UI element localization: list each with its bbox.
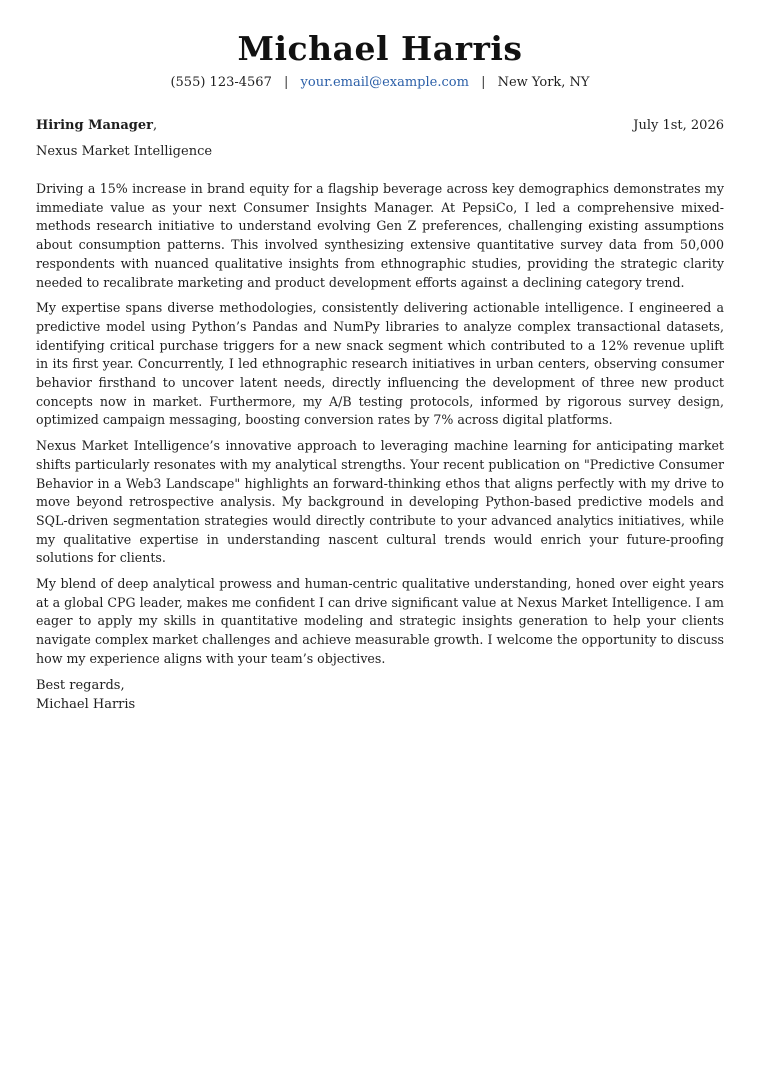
recipient-line xyxy=(36,117,157,135)
recipient-name: Hiring Manager xyxy=(36,118,153,133)
letter-closing xyxy=(36,676,724,714)
closing-salutation: Best regards, xyxy=(36,677,125,693)
letter-body xyxy=(36,180,724,669)
closing-signature: Michael Harris xyxy=(36,696,136,712)
applicant-name: Michael Harris xyxy=(237,29,523,68)
body-paragraph: My expertise spans diverse methodologies, consistently delivering actionable intelligence. I engineered a predictive model using Python’s Pandas and NumPy libraries to analyze complex transactional datasets, identifying critical purchase triggers for a new snack segment which contributed to a 12% revenue uplift in its first year. Concurrently, I led ethnographic research initiatives in urban centers, observing consumer behavior firsthand to uncover latent needs, directly influencing the development of three new product concepts now in market. Furthermore, my A/B testing protocols, informed by rigorous survey design, optimized campaign messaging, boosting conversion rates by 7% across digital platforms. xyxy=(36,300,724,428)
contact-separator: | xyxy=(481,75,486,90)
letter-date: July 1st, 2026 xyxy=(633,118,724,133)
body-paragraph: Driving a 15% increase in brand equity for a flagship beverage across key demographics demonstrates my immediate value as your next Consumer Insights Manager. At PepsiCo, I led a comprehensive mixed-methods research initiative to understand evolving Gen Z preferences, challenging existing assumptions about consumption patterns. This involved synthesizing extensive quantitative survey data from 50,000 respondents with nuanced qualitative insights from ethnographic studies, providing the strategic clarity needed to recalibrate marketing and product development efforts against a declining category trend. xyxy=(36,181,724,290)
phone-number: (555) 123-4567 xyxy=(170,75,272,90)
location: New York, NY xyxy=(497,75,590,90)
body-paragraph: My blend of deep analytical prowess and human-centric qualitative understanding, honed over eight years at a global CPG leader, makes me confident I can drive significant value at Nexus Market Intelligence. I am eager to apply my skills in quantitative modeling and strategic insights generation to help your clients navigate complex market challenges and achieve measurable growth. I welcome the opportunity to discuss how my experience aligns with your team’s objectives. xyxy=(36,576,724,666)
contact-separator: | xyxy=(284,75,289,90)
recipient-company: Nexus Market Intelligence xyxy=(36,144,213,159)
recipient-row xyxy=(36,117,724,135)
body-paragraph: Nexus Market Intelligence’s innovative approach to leveraging machine learning for anticipating market shifts particularly resonates with my analytical strengths. Your recent publication on "Predictive Consumer Behavior in a Web3 Landscape" highlights an forward-thinking ethos that aligns perfectly with my drive to move beyond retrospective analysis. My background in developing Python-based predictive models and SQL-driven segmentation strategies would directly contribute to your advanced analytics initiatives, while my qualitative expertise in understanding nascent cultural trends would enrich your future-proofing solutions for clients. xyxy=(36,438,724,566)
email-link[interactable]: your.email@example.com xyxy=(300,75,469,90)
recipient-comma: , xyxy=(152,118,158,133)
contact-line xyxy=(36,74,724,92)
